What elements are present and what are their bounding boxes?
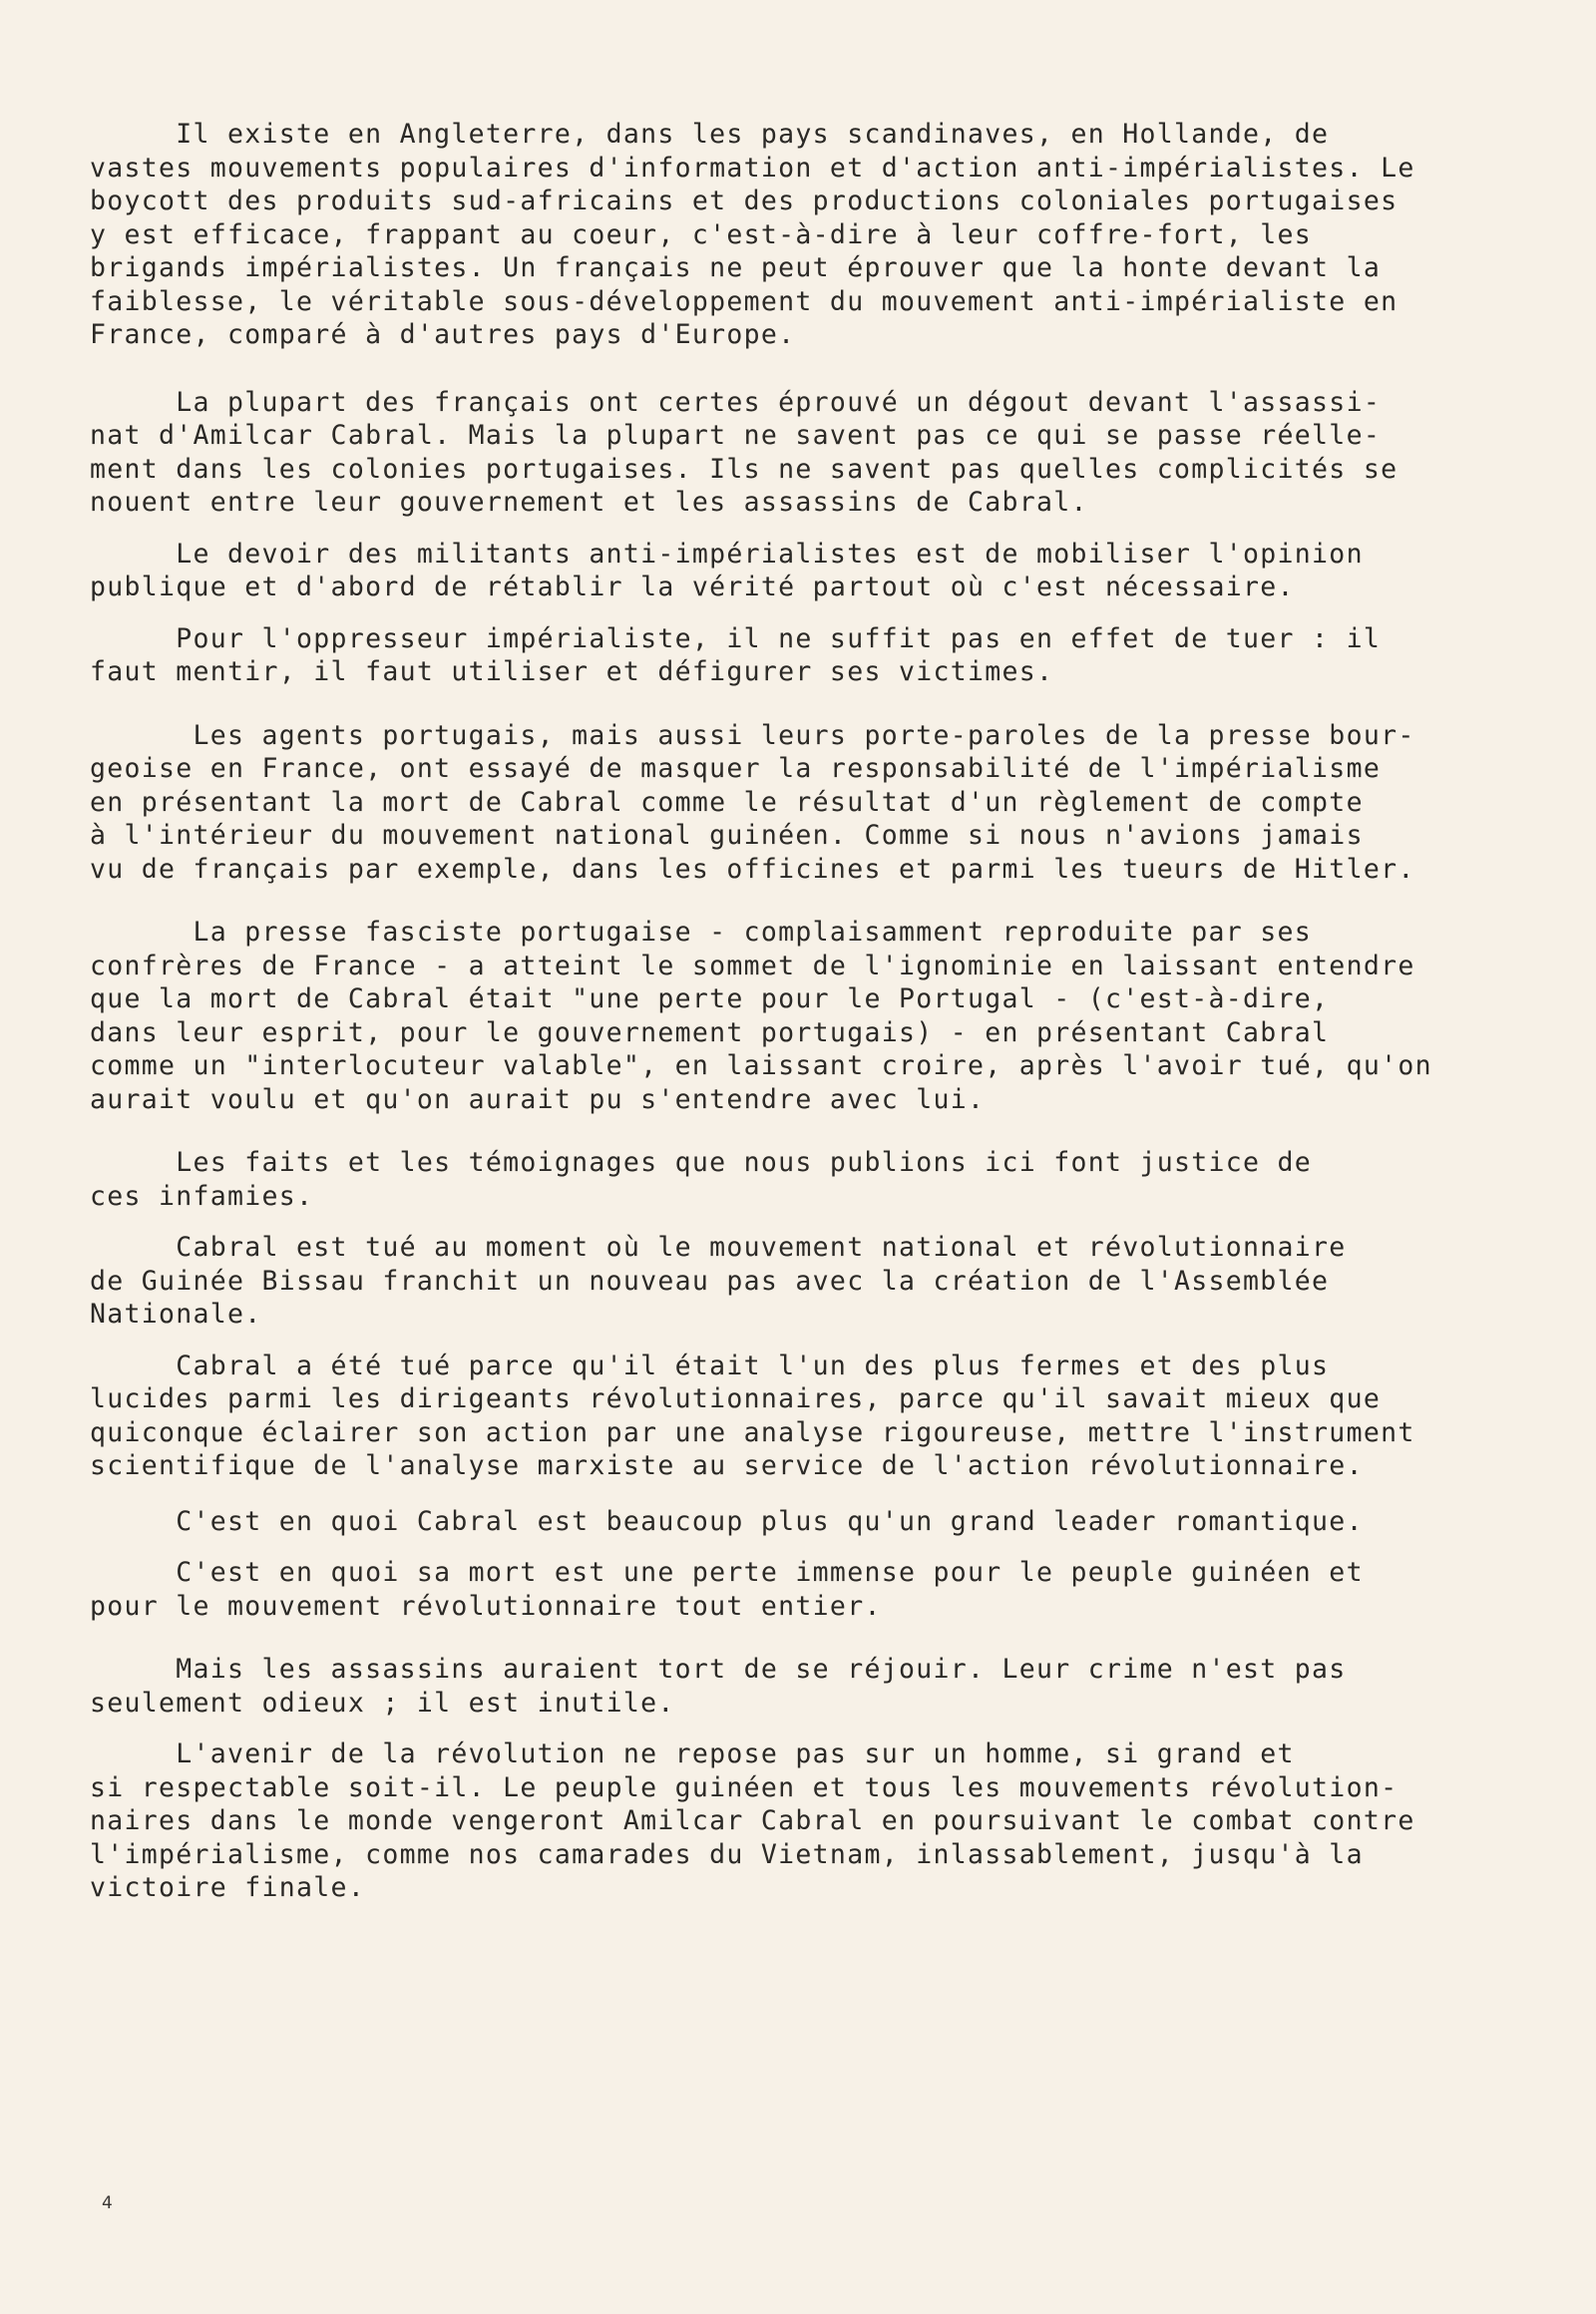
paragraph-1 [90,118,1536,352]
paragraph-11 [90,1556,1536,1623]
text-line: seulement odieux ; il est inutile. [90,1687,675,1719]
paragraph-4 [90,622,1536,689]
paragraph-6 [90,916,1536,1116]
paragraph-8 [90,1231,1536,1332]
text-line: vastes mouvements populaires d'information et d'action anti-impérialistes. Le [90,152,1415,184]
paragraph-3 [90,538,1536,604]
text-line: La presse fasciste portugaise - complaisamment reproduite par ses [90,917,1313,948]
text-line: Mais les assassins auraient tort de se réjouir. Leur crime n'est pas [90,1654,1347,1685]
text-line: vu de français par exemple, dans les officines et parmi les tueurs de Hitler. [90,853,1415,885]
text-line: ment dans les colonies portugaises. Ils ne savent pas quelles complicités se [90,453,1398,485]
text-line: C'est en quoi sa mort est une perte immense pour le peuple guinéen et [90,1557,1364,1588]
document-body [90,118,1536,1905]
text-line: si respectable soit-il. Le peuple guinéen et tous les mouvements révolution- [90,1771,1398,1803]
text-line: confrères de France - a atteint le sommet de l'ignominie en laissant entendre [90,950,1415,981]
text-line: Les agents portugais, mais aussi leurs porte-paroles de la presse bour- [90,719,1415,751]
text-line: Il existe en Angleterre, dans les pays scandinaves, en Hollande, de [90,119,1330,150]
text-line: boycott des produits sud-africains et des productions coloniales portugaises [90,186,1398,216]
page-number: 4 [102,2193,113,2213]
text-line: La plupart des français ont certes éprouvé un dégout devant l'assassi- [90,386,1382,418]
text-line: scientifique de l'analyse marxiste au service de l'action révolutionnaire. [90,1450,1364,1481]
text-line: Les faits et les témoignages que nous publions ici font justice de [90,1147,1313,1178]
paragraph-7 [90,1146,1536,1213]
text-line: faut mentir, il faut utiliser et défigurer ses victimes. [90,656,1054,687]
text-line: Le devoir des militants anti-impérialistes est de mobiliser l'opinion [90,538,1364,570]
text-line: nat d'Amilcar Cabral. Mais la plupart ne savent pas ce qui se passe réelle- [90,420,1382,451]
text-line: l'impérialisme, comme nos camarades du Vietnam, inlassablement, jusqu'à la [90,1838,1364,1870]
text-line: publique et d'abord de rétablir la vérité partout où c'est nécessaire. [90,572,1295,602]
text-line: comme un "interlocuteur valable", en laissant croire, après l'avoir tué, qu'on [90,1050,1432,1081]
text-line: aurait voulu et qu'on aurait pu s'entendre avec lui. [90,1083,986,1115]
text-line: victoire finale. [90,1872,366,1903]
text-line: Cabral est tué au moment où le mouvement national et révolutionnaire [90,1232,1347,1263]
paragraph-12 [90,1653,1536,1720]
text-line: Nationale. [90,1299,262,1330]
text-line: nouent entre leur gouvernement et les assassins de Cabral. [90,487,1088,518]
text-line: à l'intérieur du mouvement national guinéen. Comme si nous n'avions jamais [90,820,1364,851]
paragraph-2 [90,386,1536,520]
text-line: Cabral a été tué parce qu'il était l'un des plus fermes et des plus [90,1350,1330,1381]
text-line: de Guinée Bissau franchit un nouveau pas avec la création de l'Assemblée [90,1265,1330,1297]
text-line: en présentant la mort de Cabral comme le résultat d'un règlement de compte [90,786,1364,818]
text-line: faiblesse, le véritable sous-développement du mouvement anti-impérialiste en [90,285,1398,317]
paragraph-13 [90,1737,1536,1905]
text-line: C'est en quoi Cabral est beaucoup plus qu'un grand leader romantique. [90,1505,1364,1537]
paragraph-9 [90,1350,1536,1483]
paragraph-10 [90,1505,1536,1539]
text-line: L'avenir de la révolution ne repose pas sur un homme, si grand et [90,1738,1295,1769]
text-line: y est efficace, frappant au coeur, c'est-à-dire à leur coffre-fort, les [90,218,1313,250]
text-line: France, comparé à d'autres pays d'Europe. [90,319,796,350]
text-line: brigands impérialistes. Un français ne peut éprouver que la honte devant la [90,252,1382,283]
text-line: Pour l'oppresseur impérialiste, il ne suffit pas en effet de tuer : il [90,622,1382,654]
text-line: dans leur esprit, pour le gouvernement portugais) - en présentant Cabral [90,1016,1330,1048]
text-line: pour le mouvement révolutionnaire tout entier. [90,1590,882,1622]
text-line: quiconque éclairer son action par une analyse rigoureuse, mettre l'instrument [90,1416,1415,1448]
text-line: ces infamies. [90,1180,314,1212]
text-line: naires dans le monde vengeront Amilcar Cabral en poursuivant le combat contre [90,1805,1415,1836]
text-line: lucides parmi les dirigeants révolutionnaires, parce qu'il savait mieux que [90,1383,1382,1414]
text-line: que la mort de Cabral était "une perte pour le Portugal - (c'est-à-dire, [90,983,1330,1014]
paragraph-5 [90,719,1536,887]
text-line: geoise en France, ont essayé de masquer la responsabilité de l'impérialisme [90,753,1382,784]
